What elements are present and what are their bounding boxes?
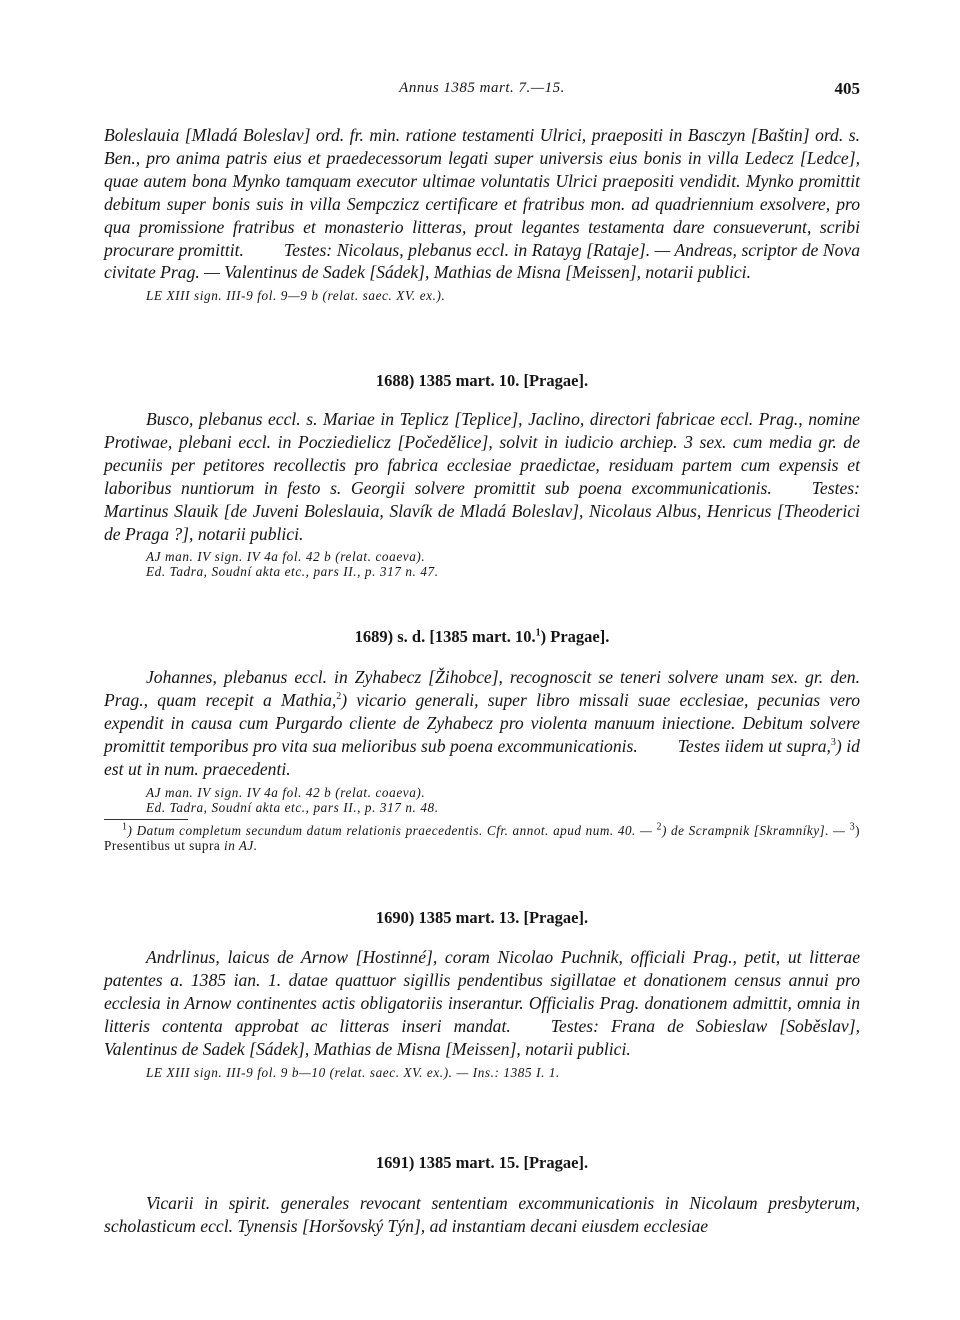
footnote-2-number: 2 (656, 821, 662, 833)
entry-1689-note-3: 3 (830, 736, 836, 748)
entry-1689-text (104, 666, 860, 781)
entry-1689-heading-note: 1 (535, 627, 541, 639)
entry-1689-source-2: Ed. Tadra, Soudní akta etc., pars II., p. 317 n. 48. (146, 799, 439, 815)
entry-1688-heading: 1688) 1385 mart. 10. [Pragae]. (375, 371, 589, 390)
footnote-3-text: ) Presentibus ut supra (104, 822, 861, 853)
entry-1689-note-2: 2 (336, 691, 342, 703)
footnote-2-text: ) de Scrampnik [Skramníky]. — (661, 822, 846, 838)
entry-1687-text-a: Boleslauia [Mladá Boleslav] ord. fr. min. ratione testamenti Ulrici, praepositi in Basczyn [Baštin] ord. s. Ben., pro anima patris eius et praedecessorum legati super universis eius bonis in villa Ledecz [Ledce], quae autem bona Mynko tamquam executor ultimae voluntatis Ulrici praepositi vendidit. Mynko promittit debitum super bonis suis in villa Sempczicz certificare et fratribus mon. ad quadriennium exsolvere, pro qua promissione fratribus et monasterio litteras, prout legantes testamenta dare consueverunt, scribi procurare promittit. (104, 125, 860, 260)
entry-1690 (104, 908, 860, 928)
entry-1689-heading-a: 1689) s. d. [1385 mart. 10. (354, 627, 536, 646)
entry-1688-text (104, 408, 860, 545)
entry-1687-continuation (104, 124, 860, 303)
page-number: 405 (834, 79, 860, 98)
entry-1687-text (104, 124, 860, 284)
entry-1691-heading: 1691) 1385 mart. 15. [Pragae]. (375, 1153, 589, 1172)
entry-1691-text: Vicarii in spirit. generales revocant sententiam excommunicationis in Nicolaum presbyterum, scholasticum eccl. Tynensis [Horšovský Týn], ad instantiam decani eiusdem ecclesiae (104, 1193, 860, 1236)
entry-1688-body (104, 408, 860, 579)
entry-1690-text (104, 946, 860, 1061)
entry-1688 (104, 371, 860, 391)
entry-1688-witnesses: Testes: Martinus Slauik [de Juveni Boleslauia, Slavík de Mladá Boleslav], Nicolaus Albus, Henricus [Theoderici de Praga ?], notarii publici. (104, 477, 860, 544)
entry-1689-footnotes (104, 823, 860, 853)
entry-1689 (104, 627, 860, 647)
footnote-3-text-italic: in AJ. (220, 837, 258, 853)
entry-1691 (104, 1153, 860, 1173)
running-head (104, 80, 860, 102)
entry-1689-text-d: ) id est ut in num. praecedenti. (104, 735, 860, 779)
running-head-title: Annus 1385 mart. 7.—15. (399, 80, 565, 96)
entry-1690-heading: 1690) 1385 mart. 13. [Pragae]. (375, 908, 589, 927)
entry-1687-source: LE XIII sign. III-9 fol. 9—9 b (relat. saec. XV. ex.). (146, 288, 446, 304)
footnote-3-number: 3 (849, 821, 856, 833)
entry-1688-source-1: AJ man. IV sign. IV 4a fol. 42 b (relat. coaeva). (146, 549, 426, 565)
entry-1690-source: LE XIII sign. III-9 fol. 9 b—10 (relat. saec. XV. ex.). — Ins.: 1385 I. 1. (146, 1064, 560, 1080)
entry-1687-witnesses: Testes: Nicolaus, plebanus eccl. in Ratayg [Rataje]. — Andreas, scriptor de Nova civitate Prag. — Valentinus de Sadek [Sádek], Mathias de Misna [Meissen], notarii publici. (104, 239, 860, 283)
entry-1689-body (104, 666, 860, 853)
entry-1689-text-a: Johannes, plebanus eccl. in Zyhabecz [Žihobce], recognoscit se teneri solvere unam sex. gr. den. Prag., quam recepit a Mathia, (104, 667, 860, 710)
entry-1688-text-a: Busco, plebanus eccl. s. Mariae in Teplicz [Teplice], Jaclino, directori fabricae eccl. Prag., nomine Protiwae, plebani eccl. in Pocziedielicz [Počedělice], solvit in iudicio archiep. 3 sex. cum media gr. de pecuniis per petitores recollectis pro fabrica ecclesiae praedictae, residuam partem cum expensis et laboribus nuntiorum in festo s. Georgii solvere promittit sub poena excommunicationis. (104, 409, 860, 498)
entry-1689-witnesses: Testes iidem ut supra, (677, 735, 831, 756)
entry-1688-source-2: Ed. Tadra, Soudní akta etc., pars II., p. 317 n. 47. (146, 564, 439, 580)
footnote-1-text: ) Datum completum secundum datum relationis praecedentis. Cfr. annot. apud num. 40. — (127, 822, 653, 838)
entry-1689-text-b: ) vicario generali, super libro missali suae ecclesiae, pecunias vero expendit in causa cum Purgardo cliente de Zyhabecz pro violenta manuum iniectione. Debitum solvere promittit temporibus pro vita sua melioribus sub poena excommunicationis. (104, 689, 860, 756)
entry-1690-body (104, 946, 860, 1080)
entry-1689-heading-b: ) Pragae]. (540, 627, 610, 646)
entry-1689-heading (104, 627, 860, 647)
entry-1690-witnesses: Testes: Frana de Sobieslaw [Soběslav], Valentinus de Sadek [Sádek], Mathias de Misna [Meissen], notarii publici. (104, 1015, 860, 1059)
entry-1691-body (104, 1192, 860, 1238)
entry-1690-text-a: Andrlinus, laicus de Arnow [Hostinné], coram Nicolao Puchnik, officiali Prag., petit, ut litterae patentes a. 1385 ian. 1. datae quattuor sigillis pendentibus sigillatae et donationem census annui pro ecclesia in Arnow continentes actis obligatoriis inserantur. Officialis Prag. donationem admittit, omnia in litteris contenta approbat ac litteras inseri mandat. (104, 947, 860, 1036)
footnote-rule (104, 819, 188, 820)
footnote-1-number: 1 (122, 821, 128, 833)
entry-1689-source-1: AJ man. IV sign. IV 4a fol. 42 b (relat. coaeva). (146, 784, 426, 800)
